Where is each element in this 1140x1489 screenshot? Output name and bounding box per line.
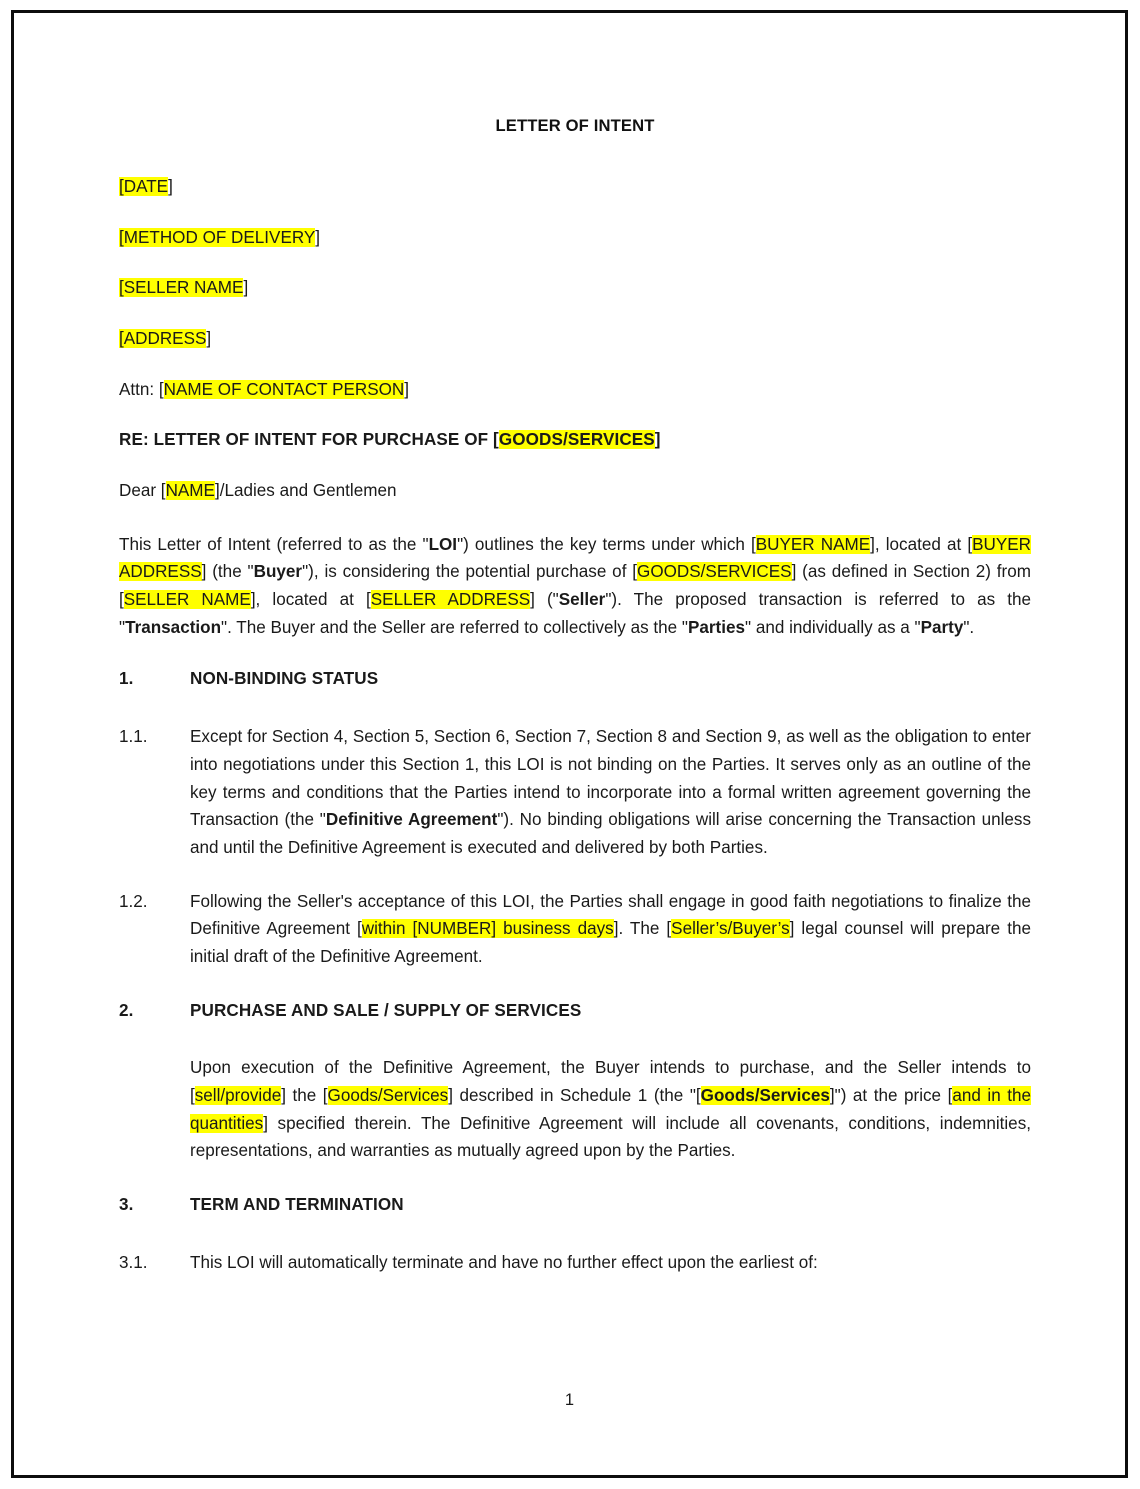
section-number: 2. — [119, 1000, 134, 1020]
highlighted-placeholder: SELLER ADDRESS — [370, 590, 531, 610]
text-run: Following the Seller's acceptance of this LOI, the Parties shall engage in good faith negotiations to finalize the Definitive Agreement [ — [190, 891, 1031, 939]
bold-term: LOI — [428, 534, 458, 554]
text-run: "), is considering the potential purchase of [ — [302, 562, 638, 582]
clause-number — [119, 1054, 190, 1165]
clause — [119, 1054, 1031, 1165]
clause-text — [190, 888, 1031, 971]
text-run: "). No binding obligations will arise concerning the Transaction unless and until the Definitive Agreement is executed and delivered by both Parties. — [190, 810, 1031, 857]
text-run: "). The proposed transaction is referred to as the " — [119, 590, 1032, 637]
clause-number: 1.2. — [119, 891, 148, 911]
document-body — [119, 113, 1031, 1302]
method-of-delivery-line — [119, 224, 1031, 252]
text-run: ] the [ — [281, 1086, 328, 1105]
re-subject-line — [119, 426, 1031, 454]
highlighted-placeholder: BUYER NAME — [755, 534, 871, 554]
highlighted-placeholder: sell/provide — [194, 1086, 282, 1105]
highlighted-placeholder: Goods/Services — [327, 1086, 449, 1105]
text-run: ] — [243, 278, 249, 298]
page-number: 1 — [564, 1391, 575, 1409]
highlighted-placeholder: GOODS/SERVICES — [498, 430, 655, 450]
section-heading — [119, 997, 1031, 1025]
text-run: ] — [654, 430, 661, 450]
text-run: ], located at [ — [250, 590, 371, 610]
seller-name-line — [119, 274, 1031, 302]
highlighted-placeholder: SELLER NAME — [123, 590, 251, 610]
text-run: Upon execution of the Definitive Agreement, the Buyer intends to purchase, and the Seller intends to [ — [190, 1058, 1031, 1105]
text-run: This Letter of Intent (referred to as the " — [119, 534, 429, 554]
document-title: LETTER OF INTENT — [495, 116, 655, 135]
section-title: NON-BINDING STATUS — [190, 669, 379, 689]
text-run: Dear [ — [119, 481, 166, 500]
page-sheet — [14, 13, 1125, 1475]
clause-text — [190, 723, 1031, 861]
text-run: ") outlines the key terms under which [ — [457, 534, 756, 554]
bold-term: Party — [920, 617, 964, 637]
bold-term: Seller — [558, 590, 606, 610]
text-run: ] — [404, 379, 410, 399]
text-run: ] — [168, 176, 173, 196]
text-run: ] — [315, 227, 321, 247]
text-run: ". — [963, 617, 975, 637]
bold-term: Buyer — [253, 562, 303, 582]
address-line — [119, 325, 1031, 353]
sections-container — [119, 665, 1031, 1276]
text-run: ] — [206, 328, 212, 348]
bold-term: Transaction — [125, 617, 222, 637]
clause-text — [190, 1054, 1031, 1165]
highlighted-placeholder: within [NUMBER] business days — [361, 919, 614, 939]
bold-term: Parties — [687, 617, 745, 637]
highlighted-placeholder: BUYER ADDRESS — [119, 534, 1031, 582]
clause — [119, 888, 1031, 971]
section-heading — [119, 665, 1031, 693]
text-run: ] (" — [530, 590, 559, 610]
text-run: ]. The [ — [613, 919, 672, 939]
text-run: ]/Ladies and Gentlemen — [214, 481, 397, 500]
text-run: ] (as defined in Section 2) from [ — [119, 562, 1031, 610]
bold-term: Definitive Agreement — [325, 810, 498, 830]
text-run: ], located at [ — [870, 534, 973, 554]
highlighted-placeholder: [DATE — [119, 176, 169, 196]
highlighted-placeholder: [ADDRESS — [119, 328, 207, 348]
address-block — [119, 173, 1031, 403]
text-run: Except for Section 4, Section 5, Section 6, Section 7, Section 8 and Section 9, as well as the obligation to enter into negotiations under this Section 1, this LOI is not binding on the Parties. It serves only as an outline of the key terms and conditions that the Parties intend to incorporate into a formal written agreement governing the Transaction (the " — [190, 727, 1031, 830]
highlighted-placeholder: [METHOD OF DELIVERY — [119, 227, 316, 247]
page-border — [11, 10, 1128, 1478]
salutation-line — [119, 477, 1031, 505]
date-line — [119, 173, 1031, 201]
clause — [119, 1249, 1031, 1277]
highlighted-placeholder: NAME OF CONTACT PERSON — [163, 379, 405, 399]
highlighted-placeholder: Seller’s/Buyer’s — [671, 919, 790, 939]
section-title: TERM AND TERMINATION — [190, 1195, 404, 1215]
text-run: This LOI will automatically terminate and have no further effect upon the earliest of: — [190, 1252, 818, 1272]
clause-number: 3.1. — [119, 1252, 148, 1272]
highlighted-placeholder: and in the quantities — [190, 1086, 1031, 1133]
text-run: ] (the " — [201, 562, 254, 582]
clause-number: 1.1. — [119, 727, 148, 747]
highlighted-placeholder: [SELLER NAME — [119, 278, 244, 298]
highlighted-placeholder: GOODS/SERVICES — [637, 562, 792, 582]
text-run: " and individually as a " — [745, 617, 921, 637]
intro-paragraph — [119, 531, 1031, 642]
text-run: ]") at the price [ — [829, 1086, 953, 1105]
text-run: ] described in Schedule 1 (the "[ — [448, 1086, 701, 1105]
text-run: RE: LETTER OF INTENT FOR PURCHASE OF [ — [119, 430, 499, 450]
highlighted-placeholder: Goods/Services — [700, 1086, 830, 1105]
text-run: Attn: [ — [119, 379, 164, 399]
clause — [119, 723, 1031, 861]
attention-line — [119, 376, 1031, 404]
clause-text — [190, 1249, 1031, 1277]
text-run: ] legal counsel will prepare the initial draft of the Definitive Agreement. — [190, 919, 1031, 966]
section-number: 1. — [119, 669, 134, 689]
section-title: PURCHASE AND SALE / SUPPLY OF SERVICES — [190, 1000, 582, 1020]
text-run: ". The Buyer and the Seller are referred to collectively as the " — [221, 617, 688, 637]
highlighted-placeholder: NAME — [165, 481, 215, 500]
section-heading — [119, 1191, 1031, 1219]
text-run: ] specified therein. The Definitive Agreement will include all covenants, conditions, indemnities, representations, and warranties as mutually agreed upon by the Parties. — [190, 1113, 1031, 1161]
section-number: 3. — [119, 1195, 134, 1215]
